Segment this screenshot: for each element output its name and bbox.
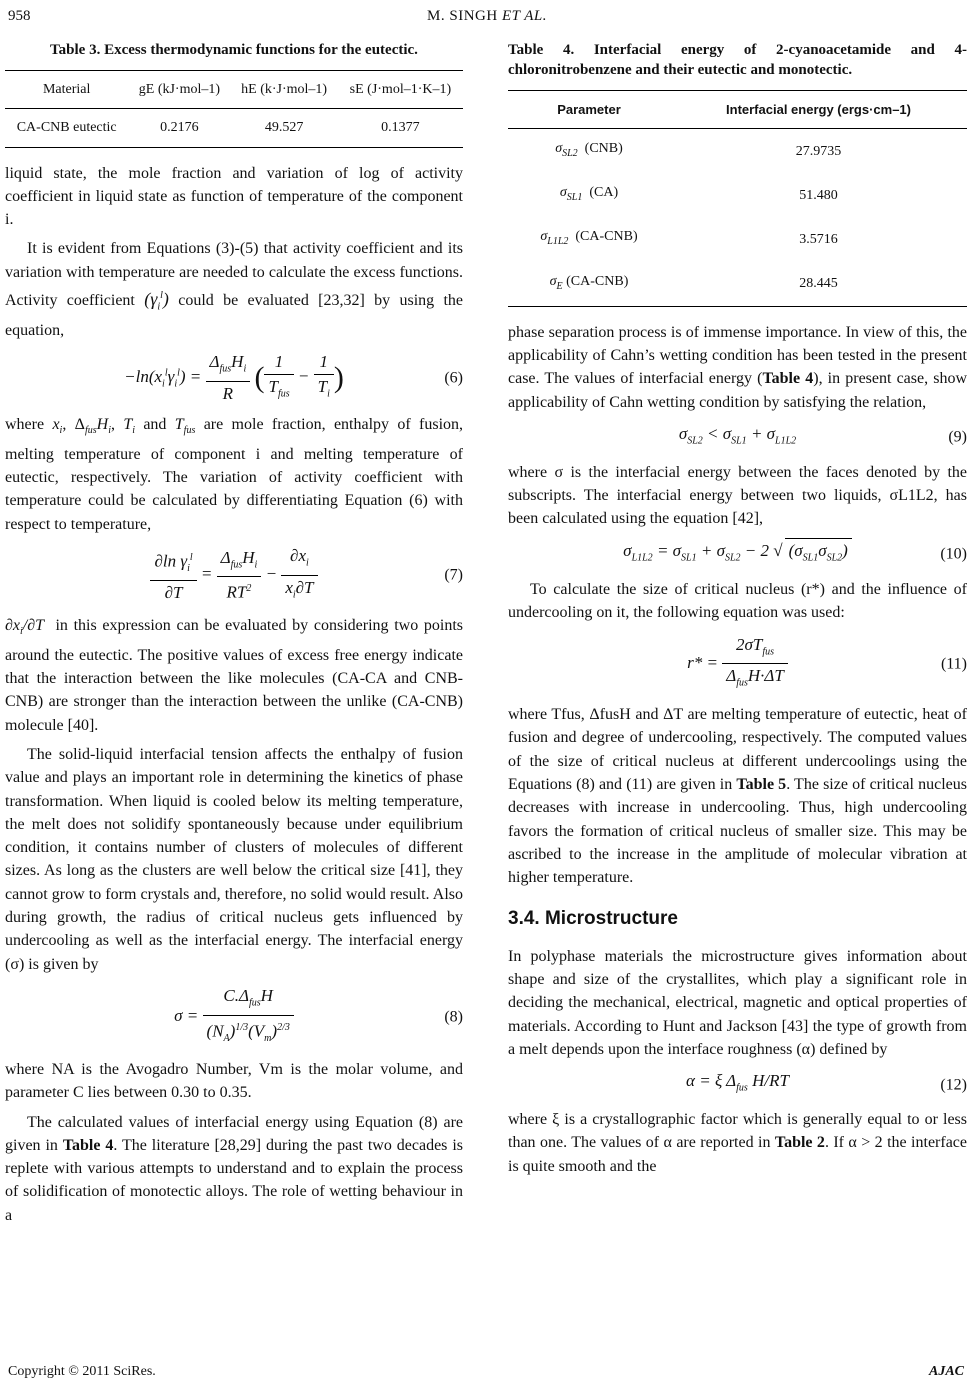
equation-11: r* = $\frac{2\sigma T_{fus}}{\Delta_{fus}H\cdot\Delta T}$ (11) [687, 634, 967, 689]
table3-cell-ge: 0.2176 [160, 120, 199, 136]
paragraph-text: could be evaluated [23,32] by using the equation, [5, 292, 464, 339]
table-row [508, 262, 967, 307]
paragraph: where σ is the interfacial energy between the faces denoted by the subscripts. The interfacial energy between two liquids, σL1L2, has been calculated using the equation [42], [508, 463, 967, 528]
table3 [5, 70, 463, 148]
equation-9: $\sigma_{SL2} < \sigma_{SL1} + \sigma_{L1L2}$ (9) [508, 422, 967, 453]
page-number: 958 [8, 8, 31, 24]
equation-7: $\frac{\partial\ln \gamma_i^l}{\partial T}$ = $\frac{\Delta_{fus}H_i}{RT^2}$ − $\frac{\partial x_i}{x_i\partial T}$ (7) [5, 544, 463, 606]
paragraph: To calculate the size of critical nucleus (r*) and the influence of undercooling on it, the following equation was used: [508, 581, 967, 622]
table3-cell-material: CA-CNB eutectic [16, 120, 117, 136]
paragraph: liquid state, the mole fraction and variation of log of activity coefficient in liquid state as function of temperature of the component i. [5, 164, 463, 229]
table4-cell-value: 51.480 [799, 187, 838, 203]
equation-number: (8) [444, 1008, 463, 1026]
table-reference: Table 4 [762, 370, 814, 388]
table4 [508, 90, 967, 307]
left-column [5, 40, 463, 1233]
page-footer [0, 1362, 974, 1384]
journal-name: AJAC [928, 1364, 964, 1379]
table-row [508, 217, 967, 261]
table4-cell-value: 28.445 [799, 275, 838, 291]
table3-col-ge: gE (kJ·mol–1) [138, 82, 221, 97]
table4-cell-value: 27.9735 [795, 143, 842, 159]
table4-caption: Table 4. Interfacial energy of 2-cyanoacetamide and 4-chloronitrobenzene and their eutectic and monotectic. [508, 42, 967, 78]
equation-6: $-\ln(x_i^l\gamma_i^l)$ = $\frac{\Delta_{fus}H_i}{R}$ ( $\frac{1}{T_{fus}}$ − $\frac{1}{T_i}$ ) (6) [124, 352, 463, 403]
table3-cell-he: 49.527 [264, 120, 304, 136]
table4-cell-param: $\sigma_{L1L2}$ (CA-CNB) [540, 229, 638, 248]
equation-8: σ = $\frac{C.\Delta_{fus}H}{(N_A)^{1/3}(V_m)^{2/3}}$ (8) [174, 985, 463, 1044]
section-heading: 3.4. Microstructure [508, 908, 678, 930]
equation-number: (6) [444, 369, 463, 387]
table4-cell-param: $\sigma_E$ (CA-CNB) [549, 273, 629, 292]
paragraph: phase separation process is of immense importance. In view of this, the applicability of Cahn’s wetting condition has been tested in the present case. The values of interfacial energy (Table 4), in present case, show applicability of Cahn wetting condition by satisfying the relation, [508, 323, 968, 411]
table4-cell-param: $\sigma_{SL1}$ (CA) [559, 185, 619, 204]
table-row [508, 173, 967, 217]
copyright: Copyright © 2011 SciRes. [8, 1364, 156, 1379]
equation-number: (12) [940, 1075, 967, 1093]
paragraph: The solid-liquid interfacial tension affects the enthalpy of fusion value and plays an important role in determining the kinetics of phase transformation. When liquid is cooled below its melting temperature, the melt does not solidify spontaneously because under equilibrium condition, it contains number of clusters of molecules of different sizes. As long as the clusters are well below the critical size [41], they cannot grow to form crystals and, therefore, no solid would result. Also during growth, the radius of critical nucleus gets influenced by undercooling as well as the interfacial energy. The interfacial energy (σ) is given by [5, 745, 463, 973]
paragraph: The calculated values of interfacial energy using Equation (8) are given in Table 4. The literature [28,29] during the past two decades is replete with various attempts to understand and to explain the process of solidification of monotectic alloys. The role of wetting behaviour in a [5, 1113, 463, 1224]
running-title-et-al: ET AL. [501, 8, 547, 24]
table-row [508, 129, 967, 174]
table3-cell-se: 0.1377 [381, 120, 420, 136]
table4-cell-value: 3.5716 [799, 231, 838, 247]
table-reference: Table 2 [774, 1134, 825, 1152]
table4-header-row [508, 91, 967, 129]
equation-number: (11) [940, 655, 967, 673]
paragraph-text: It is evident from Equations (3)-(5) that activity coefficient and its variation with temperature are needed to calculate the excess functions. Activity coefficient [5, 240, 463, 310]
page-header [0, 0, 974, 36]
right-column [508, 40, 967, 1184]
table4-col-parameter: Parameter [557, 102, 621, 117]
table-reference: Table 5 [736, 775, 787, 793]
paragraph: where Tfus, ΔfusH and ΔT are melting temperature of eutectic, heat of fusion and degree of undercooling, respectively. The computed values of the size of critical nucleus at different undercoolings using the Equations (8) and (11) are given in Table 5. The size of critical nucleus decreases with increase in undercooling. Thus, high undercooling favors the formation of critical nucleus of smaller size. This may be ascribed to the increase in the amplitude of molecular vibration at higher temperature. [508, 706, 968, 887]
equation-10: $\sigma_{L1L2} = \sigma_{SL1} + \sigma_{SL2} - 2$ √ $(\sigma_{SL1}\sigma_{SL2})$ (10) [508, 538, 967, 570]
paragraph: where ξ is a crystallographic factor which is generally equal to or less than one. The values of α are reported in Table 2. If α > 2 the interface is quite smooth and the [508, 1110, 968, 1175]
table3-caption: Table 3. Excess thermodynamic functions for the eutectic. [50, 42, 418, 58]
equation-12: α = ξ $\Delta_{fus}$ H/RT (12) [508, 1069, 967, 1100]
table3-col-material: Material [42, 82, 91, 97]
paragraph: where $x_i$, $\Delta_{fus}H_i$, $T_i$ and $T_{fus}$ are mole fraction, enthalpy of fusion, melting temperature of component i and melting temperature of eutectic, respectively. The variation of activity coefficient with temperature could be calculated by differentiating Equation (6) with respect to temperature, [5, 416, 464, 533]
paragraph: $\partial x_i/\partial T$ in this expression can be evaluated by considering two points around the eutectic. The positive values of excess free energy indicate that the interaction between the like molecules (CA-CA and CNB-CNB) are stronger than the interaction between the unlike (CA-CNB) molecule [40]. [5, 617, 464, 734]
table-row [5, 109, 463, 147]
table3-col-se: sE (J·mol–1·K–1) [349, 82, 452, 97]
equation-number: (9) [948, 428, 967, 446]
equation-number: (7) [444, 566, 463, 584]
paragraph: It is evident from Equations (3)-(5) that activity coefficient and its variation with temperature are needed to calculate the excess functions. Activity coefficient $(\gamma_i^l)$ could be evaluated [23,32] by using the equation, [5, 240, 464, 339]
running-title [0, 8, 974, 25]
equation-number: (10) [940, 545, 967, 563]
running-title-authors: M. SINGH [427, 8, 498, 24]
paragraph: where NA is the Avogadro Number, Vm is the molar volume, and parameter C lies between 0.30 to 0.35. [5, 1060, 463, 1102]
table3-header-row [5, 71, 463, 109]
table3-col-he: hE (k·J·mol–1) [241, 82, 328, 97]
paragraph: In polyphase materials the microstructure gives information about shape and size of the crystallites, which play a significant role in deciding the mechanical, electrical, magnetic and optical properties of materials. According to Hunt and Jackson [43] the type of growth from a melt depends upon the interface roughness (α) defined by [508, 947, 967, 1058]
table4-col-energy: Interfacial energy (ergs·cm–1) [726, 102, 911, 117]
table-reference: Table 4 [62, 1136, 114, 1154]
table4-cell-param: $\sigma_{SL2}$ (CNB) [555, 141, 623, 160]
